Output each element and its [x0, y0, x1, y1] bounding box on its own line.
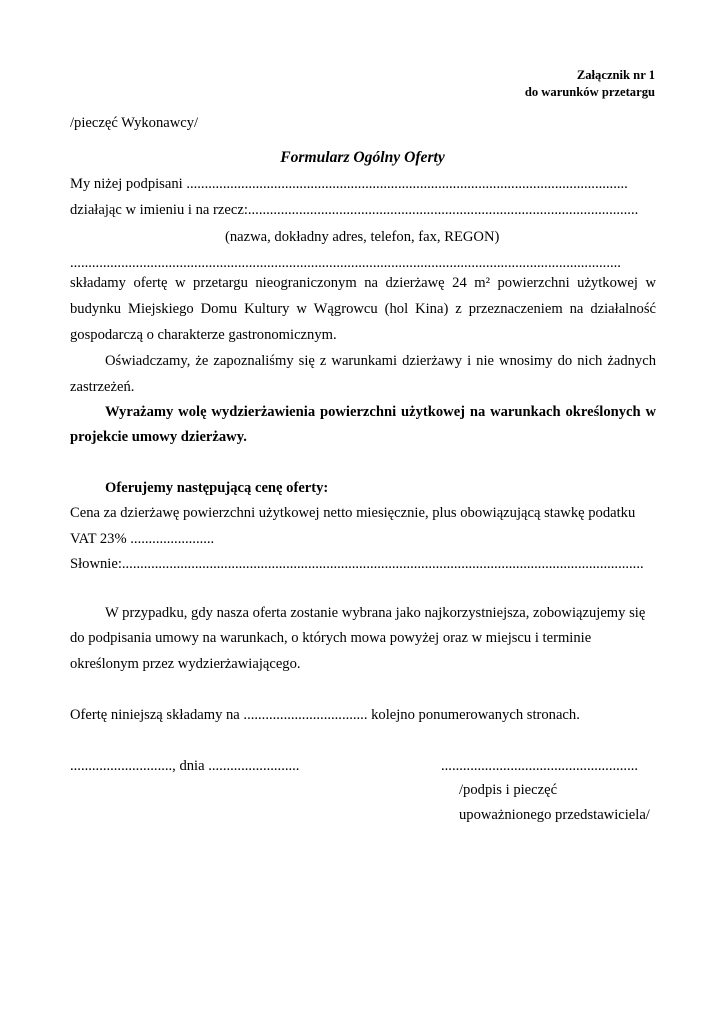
selection-paragraph-line: określonym przez wydzierżawiającego.: [70, 656, 301, 672]
acting-on-behalf-line: działając w imieniu i na rzecz:...........................................................................................................: [70, 202, 639, 218]
place-date-line: ............................, dnia .........................: [70, 758, 300, 774]
statement-paragraph-line: Oświadczamy, że zapoznaliśmy się z warunkami dzierżawy i nie wnosimy do nich żadnych: [105, 353, 656, 369]
annex-caption: do warunków przetargu: [524, 85, 655, 99]
offer-paragraph-line: gospodarczą o charakterze gastronomicznym.: [70, 327, 337, 343]
signed-line: My niżej podpisani .........................................................................................................................: [70, 176, 628, 192]
dotted-line: .......................................................................................................................................................: [70, 255, 621, 271]
annex-number: Załącznik nr 1: [576, 68, 655, 82]
signature-label: upoważnionego przedstawiciela/: [459, 807, 650, 823]
in-words-line: Słownie:...............................................................................................................................................: [70, 556, 644, 572]
details-hint: (nazwa, dokładny adres, telefon, fax, REGON): [225, 229, 500, 245]
contractor-stamp-label: /pieczęć Wykonawcy/: [70, 115, 199, 131]
price-heading: Oferujemy następującą cenę oferty:: [105, 480, 329, 496]
vat-line: VAT 23% .......................: [70, 531, 215, 547]
offer-paragraph-line: składamy ofertę w przetargu nieograniczonym na dzierżawę 24 m² powierzchni użytkowej w: [70, 275, 656, 291]
form-title: Formularz Ogólny Oferty: [280, 149, 445, 166]
statement-paragraph-line: zastrzeżeń.: [70, 379, 135, 395]
selection-paragraph-line: W przypadku, gdy nasza oferta zostanie wybrana jako najkorzystniejsza, zobowiązujemy się: [105, 605, 646, 621]
pages-count-line: Ofertę niniejszą składamy na .................................. kolejno ponumerowanych stronach.: [70, 707, 580, 723]
will-paragraph-line: Wyrażamy wolę wydzierżawienia powierzchni użytkowej na warunkach określonych w: [105, 404, 656, 420]
offer-paragraph-line: budynku Miejskiego Domu Kultury w Wągrowcu (hol Kina) z przeznaczeniem na działalność: [70, 301, 656, 317]
price-line: Cena za dzierżawę powierzchni użytkowej netto miesięcznie, plus obowiązującą stawkę podatku: [70, 505, 636, 521]
will-paragraph-line: projekcie umowy dzierżawy.: [70, 429, 247, 445]
selection-paragraph-line: do podpisania umowy na warunkach, o których mowa powyżej oraz w miejscu i terminie: [70, 630, 592, 646]
signature-dots: ......................................................: [441, 758, 639, 774]
signature-label: /podpis i pieczęć: [459, 782, 558, 798]
